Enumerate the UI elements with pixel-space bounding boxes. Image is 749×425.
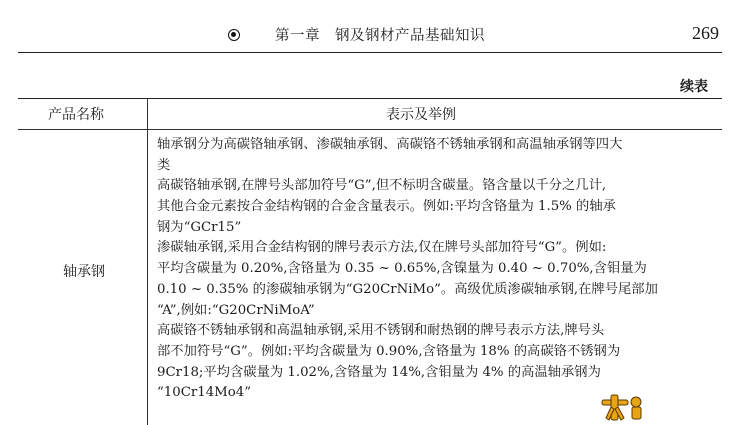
continued-label: 续表 <box>680 79 708 95</box>
description-line: 9Cr18;平均含碳量为 1.02%,含铬量为 14%,含钼量为 4% 的高温轴承钢为 <box>157 364 601 380</box>
watermark-logo <box>600 392 745 422</box>
description-line: 高碳铬不锈轴承钢和高温轴承钢,采用不锈钢和耐热钢的牌号表示方法,牌号头 <box>157 323 605 339</box>
description-line: 渗碳轴承钢,采用合金结构钢的牌号表示方法,仅在牌号头部加符号“G”。例如: <box>157 240 607 256</box>
description-line: 0.10 ~ 0.35% 的渗碳轴承钢为“G20CrNiMo”。高级优质渗碳轴承钢,在牌号尾部加 <box>157 281 658 297</box>
description-line: 高碳铬轴承钢,在牌号头部加符号“G”,但不标明含碳量。铬含量以千分之几计, <box>157 178 607 194</box>
page-number: 269 <box>692 23 719 43</box>
description-line: 类 <box>157 157 171 173</box>
description-line: 平均含碳量为 0.20%,含铬量为 0.35 ~ 0.65%,含镍量为 0.40 ~ 0.70%,含钼量为 <box>157 261 647 277</box>
column-divider <box>147 98 148 425</box>
table-header-rule <box>18 129 722 130</box>
watermark-text: 爱好者 <box>646 397 709 421</box>
watermark-figure-icon <box>602 395 641 420</box>
description-line: “A”,例如:“G20CrNiMoA” <box>157 302 315 318</box>
header-rule <box>18 52 722 53</box>
description-line: 其他合金元素按合金结构钢的合金含量表示。例如:平均含铬量为 1.5% 的轴承 <box>157 199 616 215</box>
chapter-title: 第一章 钢及钢材产品基础知识 <box>275 28 485 44</box>
chapter-bullet-icon <box>228 29 240 41</box>
column-header-description: 表示及举例 <box>386 107 456 123</box>
table-top-rule <box>18 98 722 99</box>
description-line: 钢为“GCr15” <box>157 219 242 235</box>
description-line: 部不加符号“G”。例如:平均含碳量为 0.90%,含铬量为 18% 的高碳铬不锈钢为 <box>157 343 621 359</box>
description-line: 轴承钢分为高碳铬轴承钢、渗碳轴承钢、高碳铬不锈轴承钢和高温轴承钢等四大 <box>157 137 623 152</box>
page-header <box>0 0 749 52</box>
description-line: “10Cr14Mo4” <box>157 385 252 401</box>
column-header-product-name: 产品名称 <box>48 107 104 123</box>
row-product-name: 轴承钢 <box>63 264 105 280</box>
row-description <box>157 135 712 404</box>
